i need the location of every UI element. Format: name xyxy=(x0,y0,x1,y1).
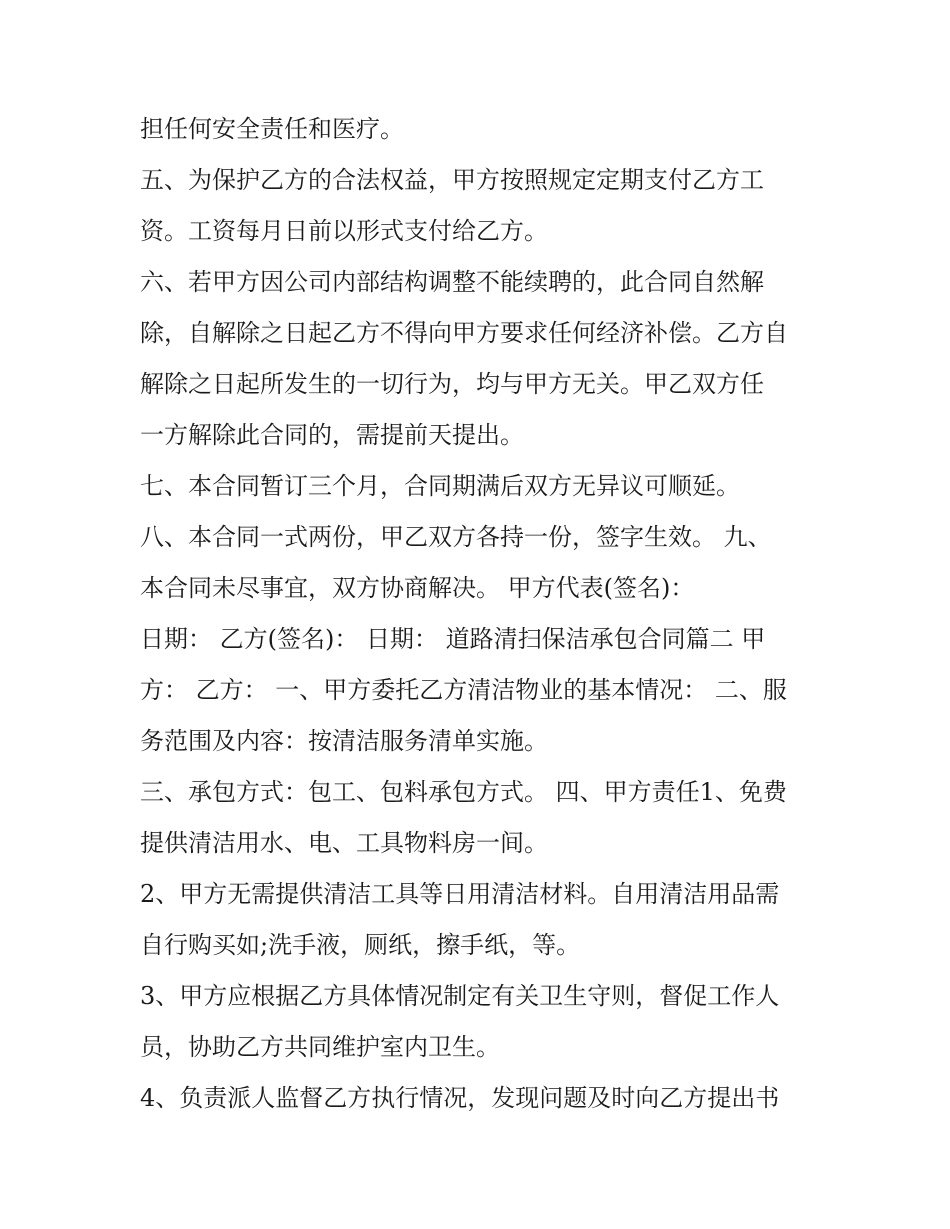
text-line: 解除之日起所发生的一切行为，均与甲方无关。甲乙双方任 xyxy=(140,370,764,398)
text-line: 除，自解除之日起乙方不得向甲方要求任何经济补偿。乙方自 xyxy=(140,319,788,347)
text-line: 方： 乙方： 一、甲方委托乙方清洁物业的基本情况： 二、服 xyxy=(140,676,787,704)
text-line: 本合同未尽事宜，双方协商解决。 甲方代表(签名)： xyxy=(140,574,695,602)
text-line: 六、若甲方因公司内部结构调整不能续聘的，此合同自然解 xyxy=(140,268,764,296)
text-line: 七、本合同暂订三个月，合同期满后双方无异议可顺延。 xyxy=(140,472,740,500)
text-line: 员，协助乙方共同维护室内卫生。 xyxy=(140,1033,500,1061)
contract-text-body xyxy=(140,104,815,1124)
text-line: 日期： 乙方(签名)： 日期： 道路清扫保洁承包合同篇二 甲 xyxy=(140,625,766,653)
text-line: 一方解除此合同的，需提前天提出。 xyxy=(140,421,524,449)
text-line: 自行购买如;洗手液，厕纸，擦手纸，等。 xyxy=(140,931,581,959)
text-line: 三、承包方式：包工、包料承包方式。 四、甲方责任1、免费 xyxy=(140,778,787,806)
text-line: 担任何安全责任和医疗。 xyxy=(140,115,404,143)
text-line: 资。工资每月日前以形式支付给乙方。 xyxy=(140,217,548,245)
text-line: 4、负责派人监督乙方执行情况，发现问题及时向乙方提出书 xyxy=(140,1084,780,1112)
text-line: 八、本合同一式两份，甲乙双方各持一份，签字生效。 九、 xyxy=(140,523,772,551)
text-line: 3、甲方应根据乙方具体情况制定有关卫生守则，督促工作人 xyxy=(140,982,780,1010)
text-line: 提供清洁用水、电、工具物料房一间。 xyxy=(140,829,548,857)
text-line: 五、为保护乙方的合法权益，甲方按照规定定期支付乙方工 xyxy=(140,166,764,194)
text-line: 务范围及内容：按清洁服务清单实施。 xyxy=(140,727,548,755)
text-line: 2、甲方无需提供清洁工具等日用清洁材料。自用清洁用品需 xyxy=(140,880,780,908)
